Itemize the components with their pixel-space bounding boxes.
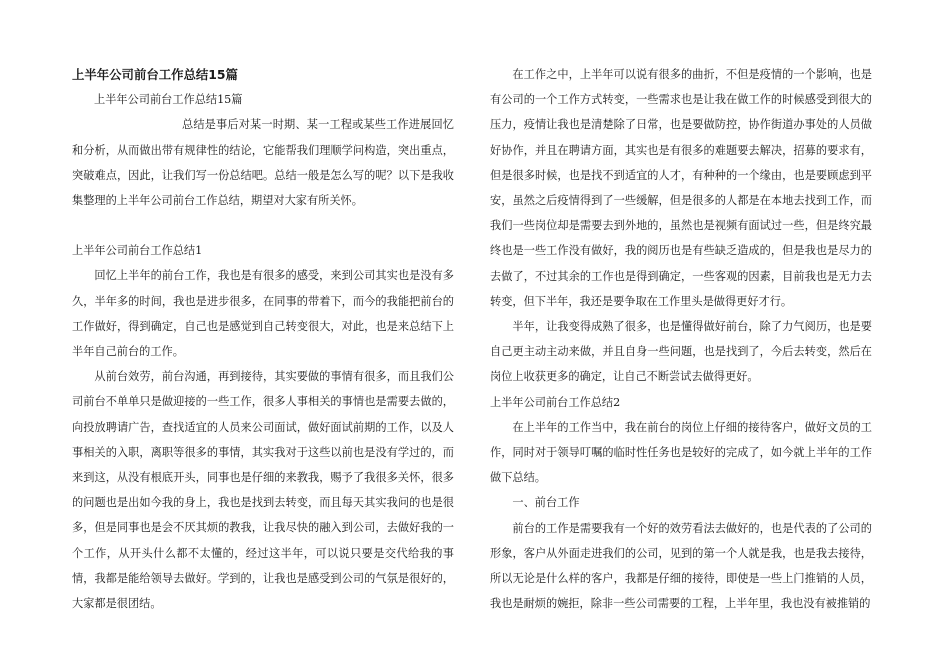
section1-paragraph-3: 在工作之中，上半年可以说有很多的曲折，不但是疫情的一个影响，也是有公司的一个工作方式转变，一些需求也是让我在做工作的时候感受到很大的压力，疫情让我也是清楚除了日常，也是要做防控，协作街道办事处的人员做好协作，并且在聘请方面，其实也是有很多的难题要去解决，招募的要求有，但是很多时候，也是找不到适宜的人才，有种种的一个缘由，也是要顾虑到平安，虽然之后疫情得到了一些缓解，但是很多的人都是在本地去找到工作，而我们一些岗位却是需要去到外地的，虽然也是视频有面试过一些，但是终究最终也是一些工作没有做好，我的阅历也是有些缺乏造成的，但是我也是尽力的去做了，不过其余的工作也是得到确定，一些客观的因素，目前我也是无力去转变，但下半年，我还是要争取在工作里头是做得更好才行。	[490, 68, 872, 308]
section1-paragraph-4: 半年，让我变得成熟了很多，也是懂得做好前台，除了力气阅历，也是要自己更主动主动来做，并且自身一些问题，也是找到了，今后去转变，然后在岗位上收获更多的确定，让自己不断尝试去做得更好。	[490, 320, 872, 384]
intro-paragraph: 总结是事后对某一时期、某一工程或某些工作进展回忆和分析，从而做出带有规律性的结论，它能帮我们理顺学问构造，突出重点，突破难点，因此，让我们写一份总结吧。总结一般是怎么写的呢？以下是我收集整理的上半年公司前台工作总结，期望对大家有所关怀。	[72, 118, 454, 208]
section2-subheading: 一、前台工作	[512, 496, 580, 510]
section1-heading: 上半年公司前台工作总结1	[72, 244, 203, 258]
document-subtitle: 上半年公司前台工作总结15篇	[94, 93, 243, 107]
right-column	[490, 62, 872, 616]
section2-heading: 上半年公司前台工作总结2	[490, 395, 621, 409]
section1-paragraph-2: 从前台效劳，前台沟通，再到接待，其实要做的事情有很多，而且我们公司前台不单单只是做迎接的一些工作，很多人事相关的事情也是需要去做的，向投放聘请广告，查找适宜的人员来公司面试，做好面试前期的工作，以及人事相关的入职，离职等很多的事情，其实我对于这些以前也是没有学过的，而来到这，从没有根底开头，同事也是仔细的来教我，赐予了我很多关怀，很多的问题也是出如今我的身上，我也是找到去转变，而且每天其实我问的也是很多，但是同事也是会不厌其烦的教我，让我尽快的融入到公司，去做好我的一个工作，从开头什么都不太懂的，经过这半年，可以说只要是交代给我的事情，我都是能给领导去做好。学到的，让我也是感受到公司的气氛是很好的，大家都是很团结。	[72, 370, 454, 611]
section2-paragraph-1: 在上半年的工作当中，我在前台的岗位上仔细的接待客户，做好文员的工作，同时对于领导叮嘱的临时性任务也是较好的完成了，如今就上半年的工作做下总结。	[490, 420, 872, 485]
document-title: 上半年公司前台工作总结15篇	[72, 67, 238, 82]
spacer	[72, 213, 454, 238]
section2-paragraph-2: 前台的工作是需要我有一个好的效劳看法去做好的，也是代表的了公司的形象，客户从外面走进我们的公司，见到的第一个人就是我，也是我去接待，所以无论是什么样的客户，我都是仔细的接待，即使是一些上门推销的人员，我也是耐烦的婉拒，除非一些公司需要的工程，上半年里，我也没有被推销的	[490, 521, 872, 611]
left-column	[72, 62, 454, 616]
section1-paragraph-1: 回忆上半年的前台工作，我也是有很多的感受，来到公司其实也是没有多久，半年多的时间，我也是进步很多，在同事的带着下，而今的我能把前台的工作做好，得到确定，自己也是感觉到自己转变很大，对此，也是来总结下上半年自己前台的工作。	[72, 269, 454, 359]
